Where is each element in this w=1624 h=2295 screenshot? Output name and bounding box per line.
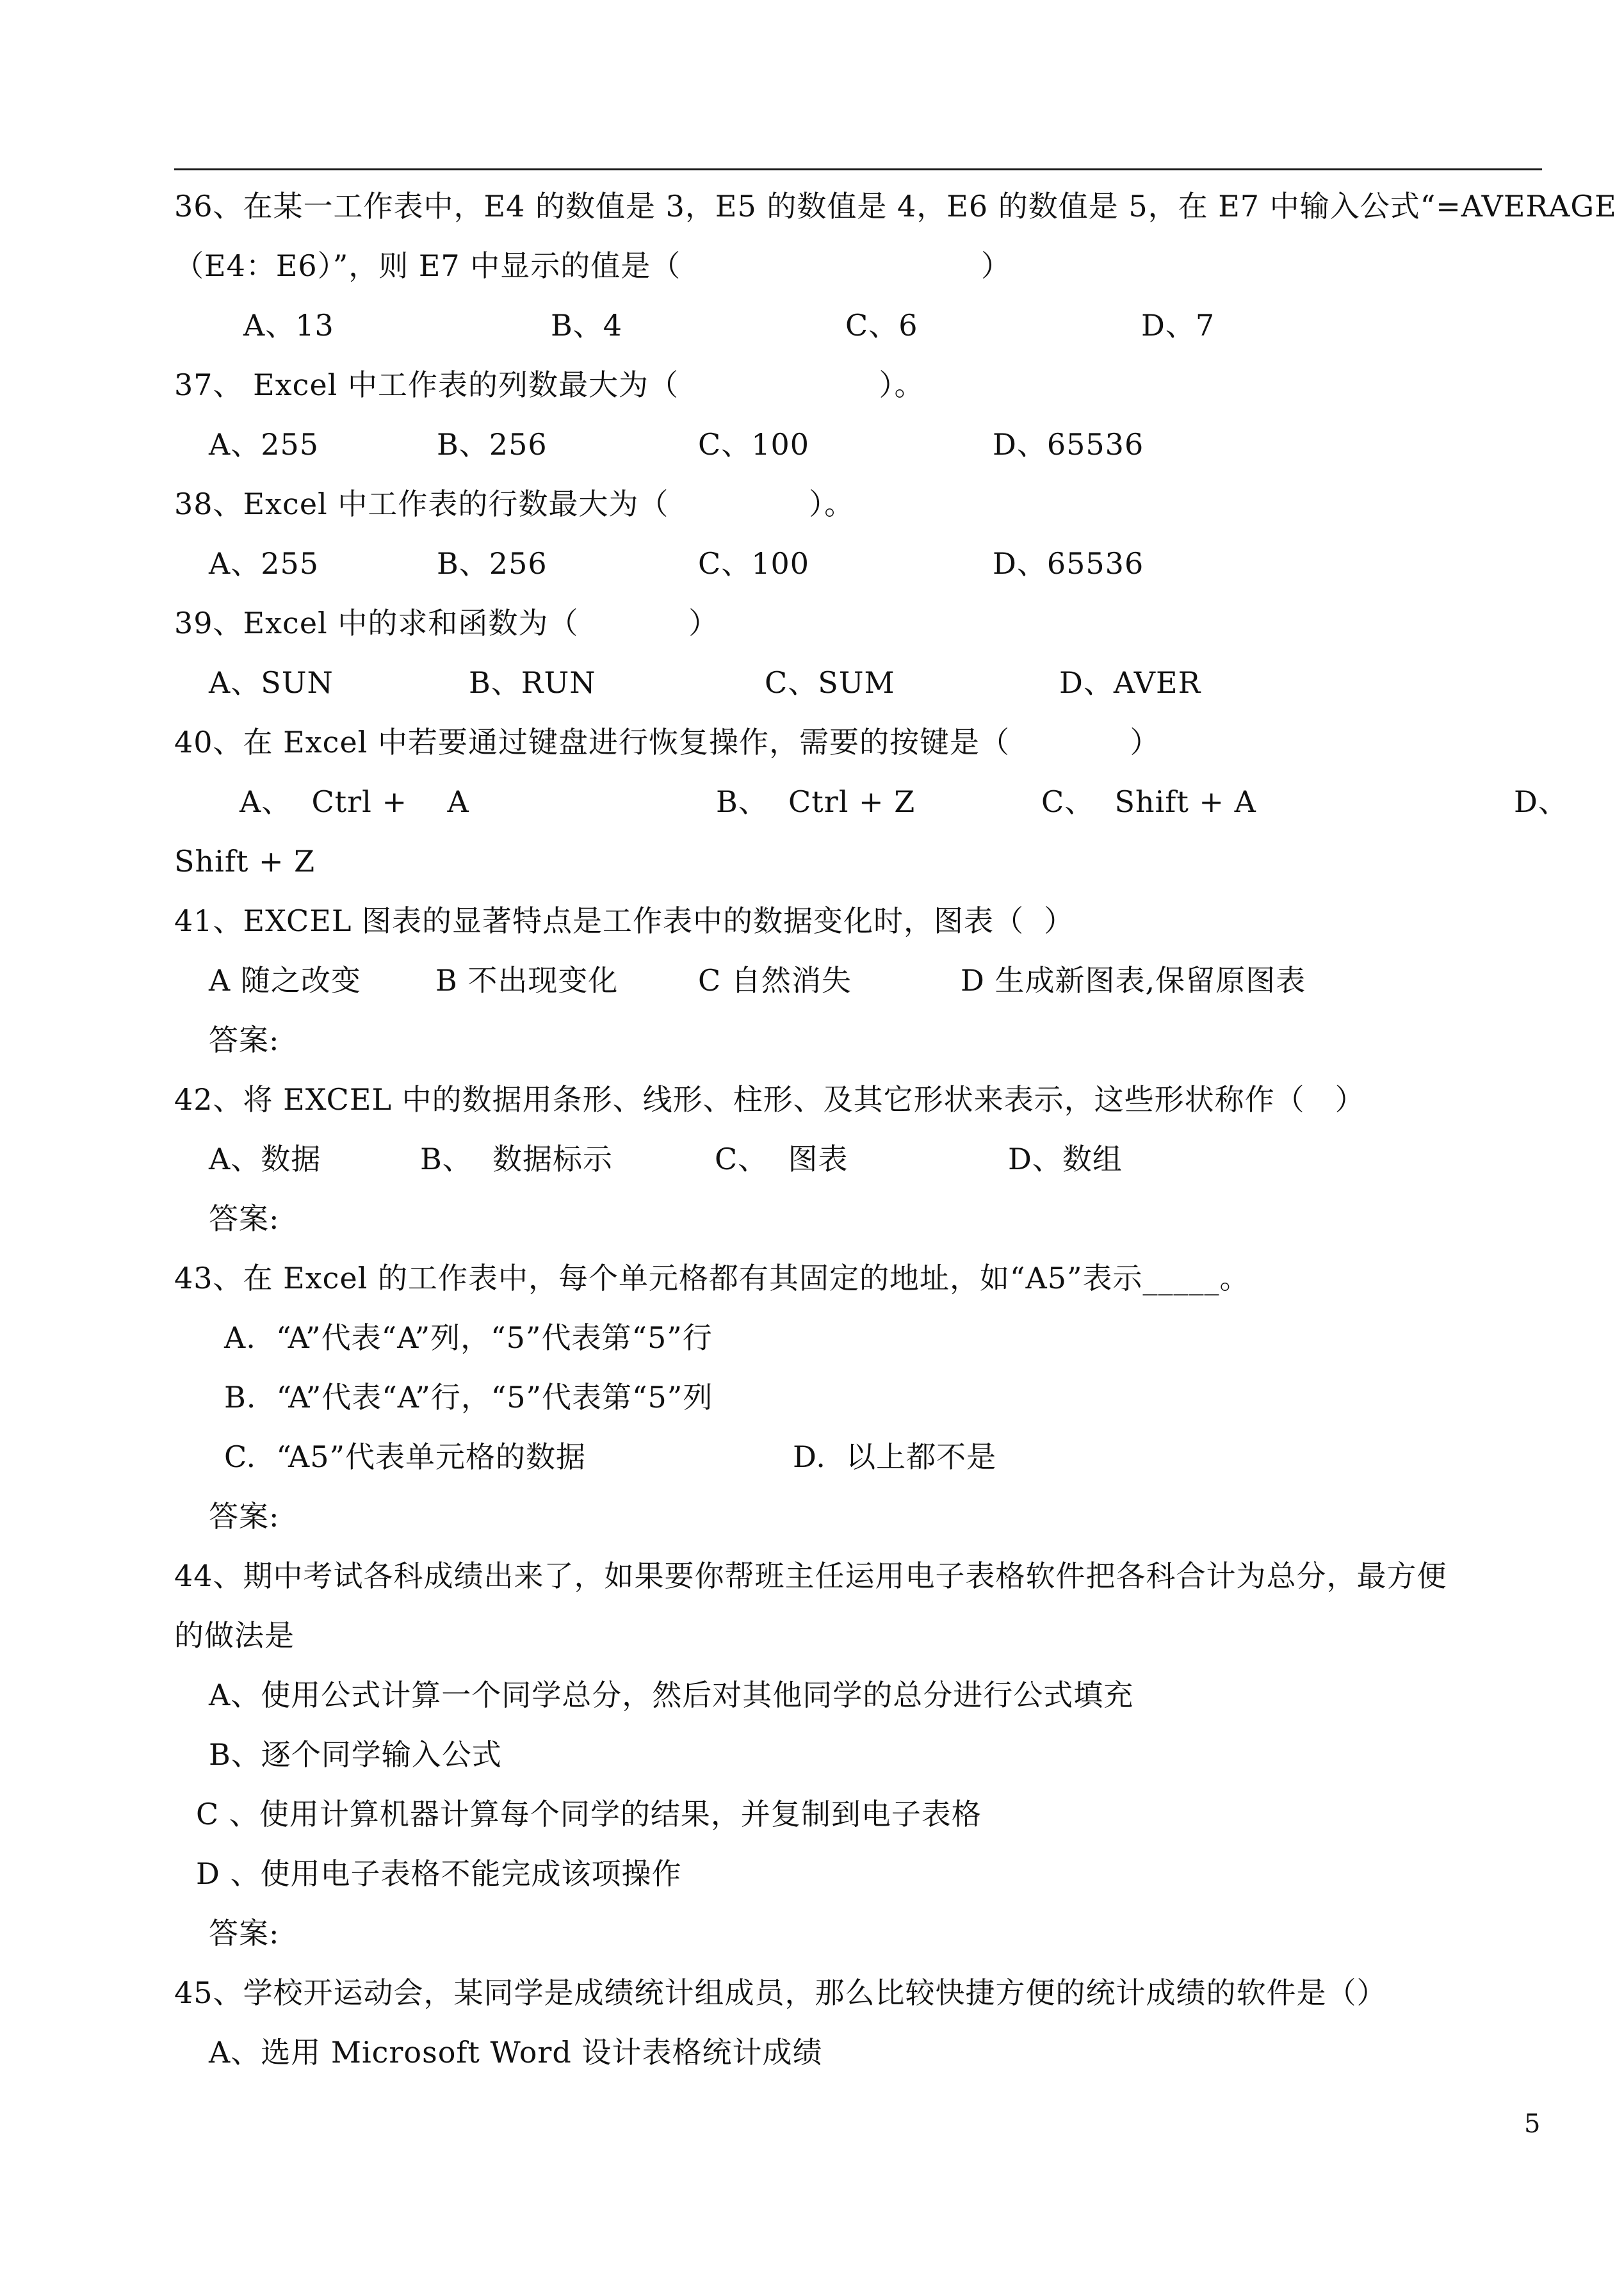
q43-answer-label: 答案:: [209, 1499, 280, 1534]
q38-option-d: D、65536: [993, 546, 1144, 581]
q45-stem: 45、学校开运动会，某同学是成绩统计组成员，那么比较快捷方便的统计成绩的软件是（）: [174, 1975, 1387, 2010]
q41-stem: 41、EXCEL 图表的显著特点是工作表中的数据变化时，图表（ ）: [174, 904, 1075, 938]
q40-option-b: B、 Ctrl + Z: [716, 784, 916, 819]
q43-stem: 43、在 Excel 的工作表中，每个单元格都有其固定的地址，如“A5”表示_____。: [174, 1261, 1250, 1295]
q40-option-d-continued: Shift + Z: [174, 844, 316, 879]
q37-option-c: C、100: [698, 427, 809, 462]
q43-option-b: B. “A”代表“A”行，“5”代表第“5”列: [224, 1380, 713, 1415]
q41-option-d: D 生成新图表,保留原图表: [961, 963, 1306, 998]
q41-option-b: B 不出现变化: [435, 963, 619, 998]
q37-option-a: A、255: [209, 427, 320, 462]
q40-option-d: D、: [1514, 784, 1568, 819]
q38-stem: 38、Excel 中工作表的行数最大为（ ）。: [174, 487, 855, 521]
q39-option-c: C、SUM: [765, 665, 895, 700]
q41-option-a: A 随之改变: [209, 963, 361, 998]
q40-stem: 40、在 Excel 中若要通过键盘进行恢复操作，需要的按键是（ ）: [174, 725, 1160, 759]
q43-option-c: C. “A5”代表单元格的数据: [224, 1439, 587, 1474]
q38-option-a: A、255: [209, 546, 320, 581]
q44-option-d: D 、使用电子表格不能完成该项操作: [196, 1856, 682, 1891]
q37-option-d: D、65536: [993, 427, 1144, 462]
q42-option-b: B、 数据标示: [420, 1142, 613, 1176]
q39-option-d: D、AVER: [1059, 665, 1201, 700]
q36-option-d: D、7: [1141, 308, 1215, 343]
q44-answer-label: 答案:: [209, 1916, 280, 1950]
q41-answer-label: 答案:: [209, 1023, 280, 1057]
q37-stem: 37、 Excel 中工作表的列数最大为（ ）。: [174, 368, 925, 402]
q45-option-a: A、选用 Microsoft Word 设计表格统计成绩: [209, 2035, 823, 2070]
q39-option-b: B、RUN: [469, 665, 596, 700]
q42-answer-label: 答案:: [209, 1201, 280, 1236]
q36-stem-line1: 36、在某一工作表中，E4 的数值是 3，E5 的数值是 4，E6 的数值是 5，在 E7 中输入公式“=AVERAGE: [174, 189, 1617, 223]
q38-option-b: B、256: [437, 546, 548, 581]
q36-option-c: C、6: [845, 308, 918, 343]
q41-option-c: C 自然消失: [698, 963, 852, 998]
q39-option-a: A、SUN: [209, 665, 334, 700]
q42-option-d: D、数组: [1008, 1142, 1123, 1176]
header-rule: [174, 168, 1542, 170]
q36-option-a: A、13: [243, 308, 334, 343]
q44-stem-line2: 的做法是: [174, 1618, 295, 1653]
q44-option-c: C 、使用计算机器计算每个同学的结果，并复制到电子表格: [196, 1797, 982, 1831]
q42-option-c: C、 图表: [715, 1142, 849, 1176]
q42-option-a: A、数据: [209, 1142, 321, 1176]
q39-stem: 39、Excel 中的求和函数为（ ）: [174, 606, 719, 640]
q37-option-b: B、256: [437, 427, 548, 462]
q38-option-c: C、100: [698, 546, 809, 581]
q40-option-c: C、 Shift + A: [1041, 784, 1256, 819]
q43-option-d: D. 以上都不是: [793, 1439, 997, 1474]
q40-option-a: A、 Ctrl + A: [240, 784, 469, 819]
q42-stem: 42、将 EXCEL 中的数据用条形、线形、柱形、及其它形状来表示，这些形状称作（ ）: [174, 1082, 1365, 1117]
page-number: 5: [1524, 2109, 1541, 2139]
q36-option-b: B、4: [551, 308, 623, 343]
q36-stem-line2: （E4：E6）”，则 E7 中显示的值是（ ）: [174, 248, 1011, 283]
q43-option-a: A. “A”代表“A”列，“5”代表第“5”行: [224, 1320, 713, 1355]
q44-option-a: A、使用公式计算一个同学总分，然后对其他同学的总分进行公式填充: [209, 1678, 1134, 1712]
q44-option-b: B、逐个同学输入公式: [209, 1737, 502, 1772]
q44-stem-line1: 44、期中考试各科成绩出来了，如果要你帮班主任运用电子表格软件把各科合计为总分，最方便: [174, 1559, 1447, 1593]
